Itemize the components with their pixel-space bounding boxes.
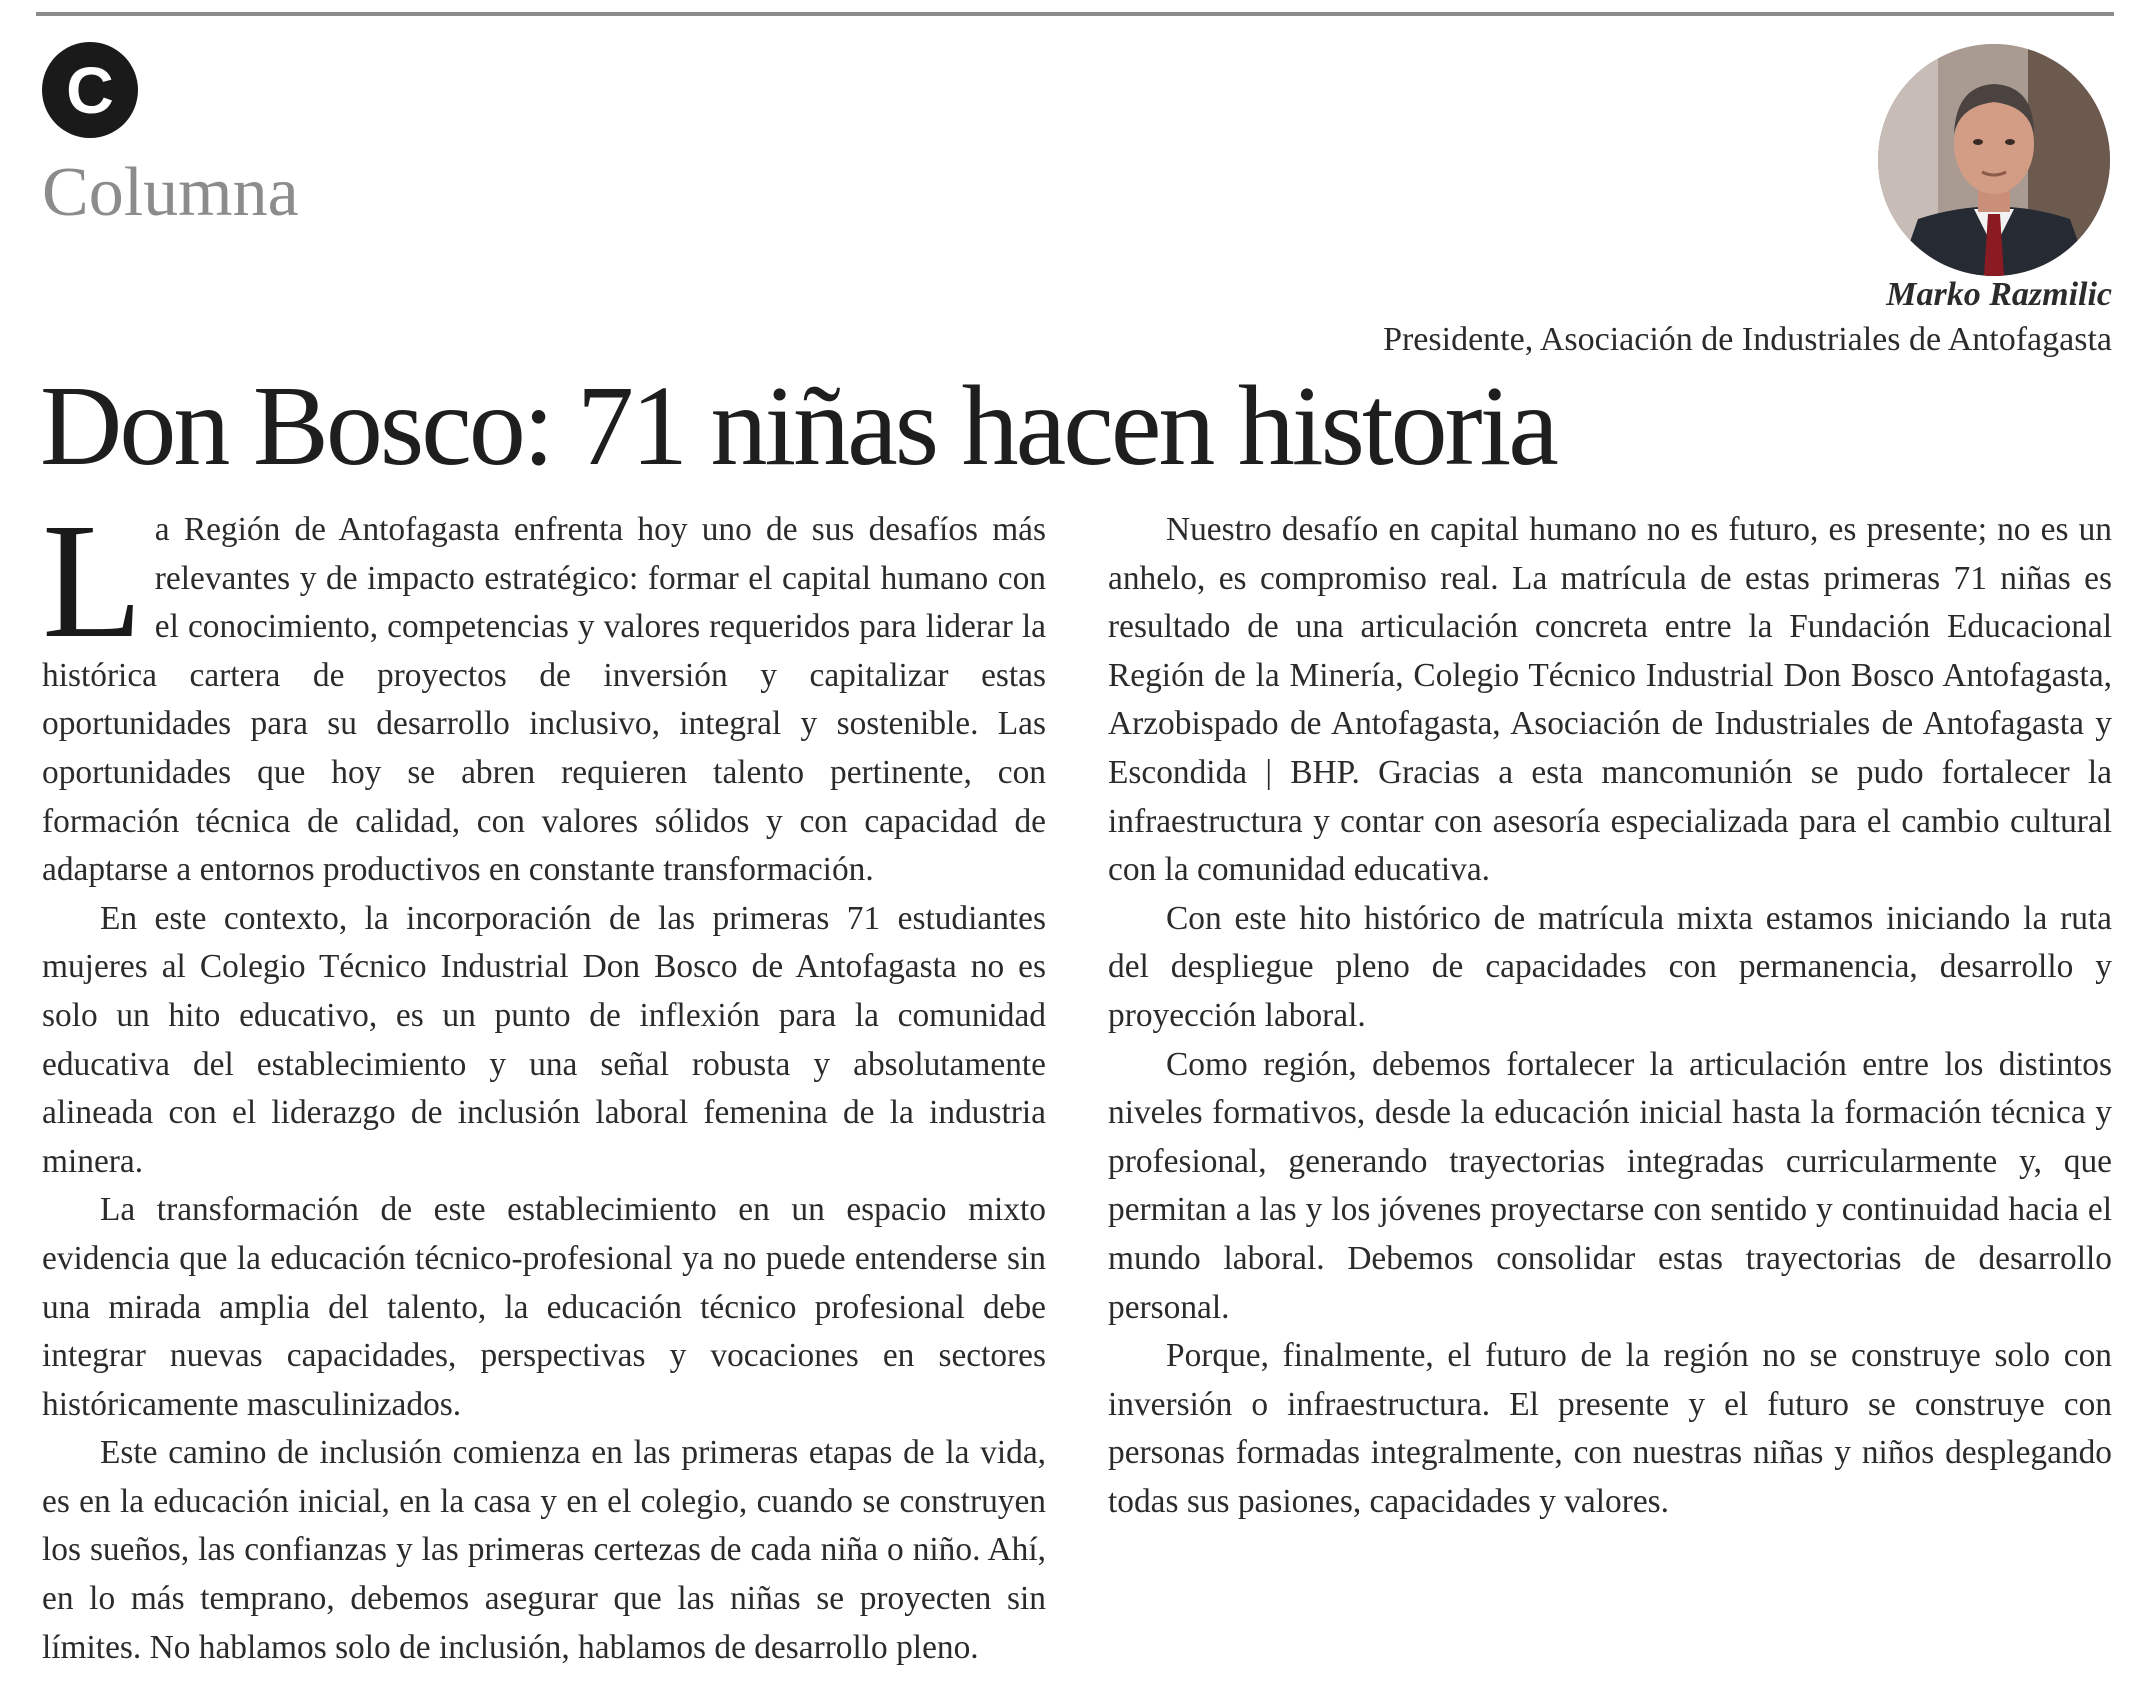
article-paragraph: Como región, debemos fortalecer la articulación entre los distintos niveles formativos, desde la educación inicial hasta la formación técnica y profesional, generando trayectorias integradas curricularmente y, que permitan a las y los jóvenes proyectarse con sentido y continuidad hacia el mundo laboral. Debemos consolidar estas trayectorias de desarrollo personal.: [1108, 1045, 2112, 1326]
article-body: [42, 489, 2112, 1691]
article-paragraph: Nuestro desafío en capital humano no es futuro, es presente; no es un anhelo, es compromiso real. La matrícula de estas primeras 71 niñas es resultado de una articulación concreta entre la Fundación Educacional Región de la Minería, Colegio Técnico Industrial Don Bosco Antofagasta, Arzobispado de Antofagasta, Asociación de Industriales de Antofagasta y Escondida | BHP. Gracias a esta mancomunión se pudo fortalecer la infraestructura y contar con asesoría especializada para el cambio cultural con la comunidad educativa.: [1108, 511, 2112, 889]
top-rule: [36, 12, 2114, 16]
article-paragraph: La Región de Antofagasta enfrenta hoy uno de sus desafíos más relevantes y de impacto estratégico: formar el capital humano con el conocimiento, competencias y valores requeridos para liderar la histórica cartera de proyectos de inversión y capitalizar estas oportunidades para su desarrollo inclusivo, integral y sostenible. Las oportunidades que hoy se abren requieren talento pertinente, con formación técnica de calidad, con valores sólidos y con capacidad de adaptarse a entornos productivos en constante transformación.: [42, 489, 1046, 889]
author-photo: [1878, 44, 2110, 276]
headline: Don Bosco: 71 niñas hacen historia: [40, 362, 1556, 489]
article-paragraph: En este contexto, la incorporación de las primeras 71 estudiantes mujeres al Colegio Técnico Industrial Don Bosco de Antofagasta no es solo un hito educativo, es un punto de inflexión para la comunidad educativa del establecimiento y una señal robusta y absolutamente alineada con el liderazgo de inclusión laboral femenina de la industria minera.: [42, 899, 1046, 1180]
section-badge: C: [42, 42, 138, 138]
article-paragraph: Este camino de inclusión comienza en las primeras etapas de la vida, es en la educación inicial, en la casa y en el colegio, cuando se construyen los sueños, las confianzas y las primeras certezas de cada niña o niño. Ahí, en lo más temprano, debemos asegurar que las niñas se proyecten sin límites. No hablamos solo de inclusión, hablamos de desarrollo pleno.: [42, 1434, 1046, 1666]
article-paragraph: Porque, finalmente, el futuro de la región no se construye solo con inversión o infraestructura. El presente y el futuro se construye con personas formadas integralmente, con nuestras niñas y niños desplegando todas sus pasiones, capacidades y valores.: [1108, 1337, 2112, 1520]
article-paragraph: Con este hito histórico de matrícula mixta estamos iniciando la ruta del despliegue pleno de capacidades con permanencia, desarrollo y proyección laboral.: [1108, 899, 2112, 1034]
author-name: Marko Razmilic: [1886, 276, 2112, 313]
article-paragraph: La transformación de este establecimiento en un espacio mixto evidencia que la educación técnico-profesional ya no puede entenderse sin una mirada amplia del talento, la educación técnico profesional debe integrar nuevas capacidades, perspectivas y vocaciones en sectores históricamente masculinizados.: [42, 1191, 1046, 1423]
section-label: Columna: [42, 154, 299, 231]
drop-cap: L: [42, 489, 143, 672]
author-role: Presidente, Asociación de Industriales de Antofagasta: [1383, 321, 2112, 358]
